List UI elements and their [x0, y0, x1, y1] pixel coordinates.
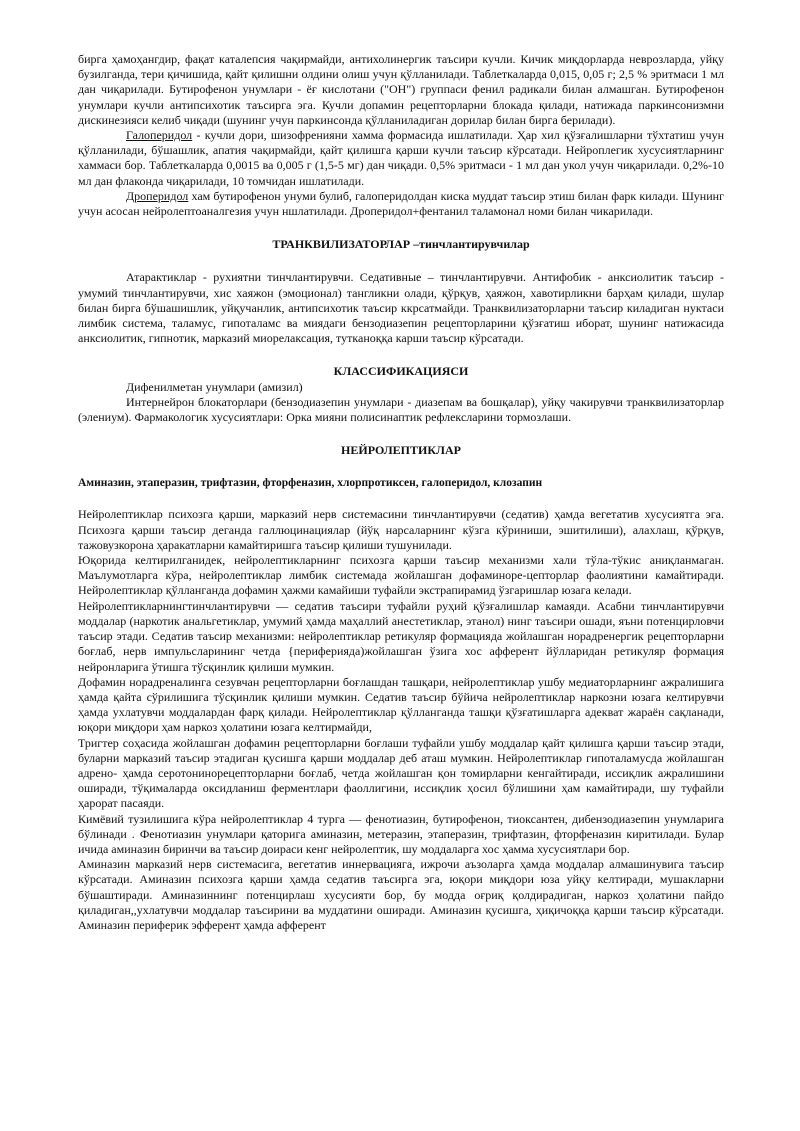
intro-paragraph-haloperidol — [78, 128, 724, 189]
tranquilizers-heading: ТРАНКВИЛИЗАТОРЛАР –тинчлантирувчилар — [272, 237, 530, 252]
neuroleptics-paragraph: Дофамин норадреналинга сезувчан рецепторларни боғлашдан ташқари, нейролептиклар ушбу медиаторларнинг ажралишига ҳамда қайта сўрилишига тўсқинлик қилиши мумкин. Седатив таъсир бўйича нейролептиклар наркозни юзага келтирувчи ҳамда ухлатувчи моддалардан фарқ қилади. Нейролептиклар қўлланганда ташқи қўзғатишларга адекват жараён сақланади, юқори миқдори ҳам наркоз ҳолатини юзага келтирмайди, — [78, 674, 724, 735]
haloperidol-text: - кучли дори, шизофренияни хамма формасида ишлатилади. Ҳар хил қўзғалишларни тўхтатиш учун қўлланилади, бўшашлик, апатия чақирмайди, қайт қилишга қарши кучли таъсир кўрсатади. Нейроплегик хусусиятларнинг хаммаси бор. Таблеткаларда 0,0015 ва 0,005 г (1,5-5 мг) дан чиқади. 0,5% эритмаси - 1 мл дан укол учун чиқарилади. 0,2%-10 мл дан флаконда чиқарилади, 10 томчидан ишлатилади. — [78, 128, 724, 188]
neuroleptics-paragraph: Кимёвий тузилишига кўра нейролептиклар 4 турга — фенотиазин, бутирофенон, тиоксантен, дибензодиазепин унумларига бўлинади . Фенотиазин унумлари қаторига аминазин, метеразин, этаперазин, трифтазин, фторфеназин киритилади. Булар ичида аминазин биринчи ва таъсир доираси кенг нейролептик, шу моддаларга хос ҳамма хусусиятлари бор. — [78, 811, 724, 856]
tranquilizers-paragraph: Атарактиклар - рухиятни тинчлантирувчи. Седативные – тинчлантирувчи. Антифобик - анксиолитик таъсир - умумий тинчлантирувчи, хис хаяжон (эмоционал) тангликни олади, қўрқув, ҳаяжон, хавотирликни барҳам қилади, шулар билан бирга бўшашишлик, уйқучанлик, антипсихотик таъсир ккрсатмайди. Транквилизаторларни таъсир киладиган нуктаси лимбик система, таламус, гипоталамс ва миядаги бензодиазепин рецепторларини қўзғатиш иборат, шунинг натижасида анксиолитик, гипнотик, марказий миорелаксация, тутканоққа карши таъсир кўрсатади. — [78, 270, 724, 346]
classification-paragraph-1: Дифенилметан унумлари (амизил) — [126, 379, 303, 394]
intro-paragraph-1: бирга ҳамоҳангдир, фақат каталепсия чақирмайди, антихолинергик таъсири кучли. Кичик миқдорларда неврозларда, уйқу бузилганда, тери қичишида, қайт қилишни олдини олиш учун қўлланилади. Таблеткаларда 0,015, 0,05 г; 2,5 % эритмаси 1 мл дан чиқарилади. Бутирофенон унумлари - ёғ кислотани ("ОН") группаси фенил радикали билан алмашган. Бутирофенон унумлари кучли антипсихотик таъсирга эга. Кучли допамин рецепторларни блокада қилади, натижада паркинсонизмни дискинезияси келиб чиқади (шунинг учун паркинсонда қўлланиладиган дорилар билан бирга берилади). — [78, 52, 724, 127]
neuroleptics-paragraph: Юқорида келтирилганидек, нейролептикларнинг психозга қарши таъсир механизми хали тўла-тўкис аниқланмаган. Маълумотларга кўра, нейролептиклар лимбик системада жойлашган дофаминоре-цепторлар фаолиятини камайтиради. Нейролептиклар қўлланганда дофамин ҳажми камайиши туфайли экстрапирамид ўзгаришлар юзага келади. — [78, 553, 724, 598]
classification-heading: КЛАССИФИКАЦИЯСИ — [333, 364, 469, 379]
droperidol-term: Дроперидол — [126, 188, 189, 203]
classification-paragraph-2: Интернейрон блокаторлари (бензодиазепин унумлари - диазепам ва бошқалар), уйқу чакирувчи транквилизаторлар (элениум). Фармакологик хусусиятлари: Орка мияни полисинаптик рефлексларини тормозлаши. — [78, 394, 724, 425]
neuroleptics-paragraph: Тригтер соҳасида жойлашган дофамин рецепторларни боғлаши туфайли ушбу моддалар қайт қилишга қарши таъсир этади, буларни марказий таъсир этадиган қусишга қарши моддалар деб аташ мумкин. Нейролептиклар гипоталамусда жойлашган адрено- ҳамда серотонинорецепторларни боғлаб, четда жойлашган қон томирларни кенгайтиради, иссиқлик ажралишини оширади, тўқималарда оксидланиш ферментлари фаоллигини, иссиқлик ҳосил бўлишини ҳам камайтиради, шу туфайли ҳарорат пасаяди. — [78, 735, 724, 811]
document-page — [78, 52, 724, 933]
neuroleptics-paragraph: Нейролептиклар психозга қарши, марказий нерв системасини тинчлантирувчи (седатив) ҳамда вегетатив хусусиятга эга. Психозга қарши таъсир деганда галлюцинациялар (йўқ нарсаларнинг кўзга кўриниши, эшитилиши), алахлаш, қўрқув, тажовузкорона ҳаракатларни камайтиришга таъсир қилиши тушунилади. — [78, 507, 724, 552]
neuroleptics-paragraph: Аминазин марказий нерв системасига, вегетатив иннервацияга, ижрочи аъзоларга ҳамда моддалар алмашинувига таъсир кўрсатади. Аминазин психозга қарши ҳамда седатив таъсирга эга, юқори миқдори юза уйқу келтиради, мушакларни бўшаштиради. Аминазиннинг потенцирлаш хусусияти бор, бу модда оғриқ қолдирадиган, наркоз ҳолатини пайдо қиладиган,,ухлатувчи моддалар таъсирини ва муддатини оширади. Аминазин қусишга, ҳиқичоққа қарши таъсир кўрсатади. Аминазин периферик эфферент ҳамда афферент — [78, 857, 724, 932]
neuroleptics-paragraph: Нейролептикларнингтинчлантирувчи — седатив таъсири туфайли руҳий қўзғалишлар камаяди. Асабни тинчлантирувчи моддалар (наркотик анальгетиклар, умумий ҳамда маҳаллий анестетиклар, этанол) нинг таъсири ошади, яъни потенцирловчи таъсир этади. Седатив таъсир механизми: нейролептиклар ретикуляр формацияда жойлашган норадренергик рецепторларни боғлаб, нерв импульсларининг четда {периферияда)жойлашган ўзига хос афферент йўлларидан ретикуляр формация нейронларига ўтишга тўсқинлик қилиши мумкин. — [78, 598, 724, 674]
neuroleptics-drug-list: Аминазин, этаперазин, трифтазин, фторфеназин, хлорпротиксен, галоперидол, клозапин — [78, 477, 543, 490]
droperidol-text: хам бутирофенон унуми булиб, галоперидолдан киска муддат таъсир этиш билан фарк килади. Шунинг учун асосан нейролептоаналгезия учун ншлатилади. Дроперидол+фентанил таламонал номи билан чикарилади. — [78, 188, 724, 219]
haloperidol-term: Галоперидол — [126, 128, 193, 143]
neuroleptics-heading: НЕЙРОЛЕПТИКЛАР — [341, 443, 461, 458]
intro-paragraph-droperidol — [78, 189, 724, 219]
